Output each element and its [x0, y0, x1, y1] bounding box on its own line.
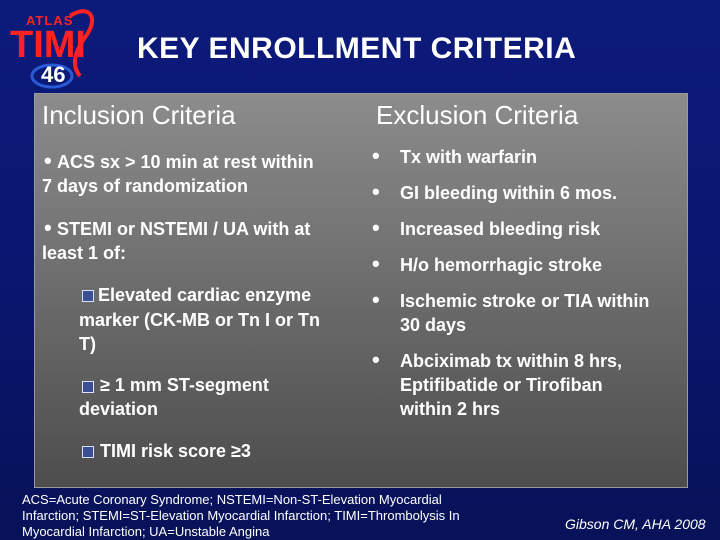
footnote-line-3: Myocardial Infarction; UA=Unstable Angina: [22, 524, 270, 539]
inclusion-sub-2-line-1: ≥ 1 mm ST-segment: [100, 375, 269, 395]
checkbox-square-icon: [82, 290, 94, 302]
inclusion-item-2-line-2: least 1 of:: [42, 243, 127, 263]
checkbox-square-icon: [82, 381, 94, 393]
exclusion-bullet-1: •: [372, 143, 380, 168]
logo-atlas-text: ATLAS: [26, 13, 74, 28]
exclusion-bullet-2: •: [372, 179, 380, 204]
inclusion-item-1-line-1: ACS sx > 10 min at rest within: [57, 152, 314, 172]
exclusion-item-3: Increased bleeding risk: [400, 219, 601, 239]
inclusion-item-1-line-2: 7 days of randomization: [42, 176, 249, 196]
exclusion-item-1: Tx with warfarin: [400, 147, 538, 167]
inclusion-heading: Inclusion Criteria: [42, 100, 236, 130]
exclusion-bullet-3: •: [372, 215, 380, 240]
abbreviations-footnote: [22, 492, 512, 540]
exclusion-item-6-line-2: Eptifibatide or Tirofiban: [400, 375, 603, 395]
exclusion-item-6-line-1: Abciximab tx within 8 hrs,: [400, 351, 623, 371]
exclusion-heading: Exclusion Criteria: [376, 100, 579, 130]
citation: Gibson CM, AHA 2008: [565, 516, 706, 532]
inclusion-item-2-line-1: STEMI or NSTEMI / UA with at: [57, 219, 311, 239]
exclusion-item-4: H/o hemorrhagic stroke: [400, 255, 603, 275]
inclusion-sub-1-line-1: Elevated cardiac enzyme: [98, 285, 312, 305]
exclusion-bullet-4: •: [372, 251, 380, 276]
exclusion-bullet-6: •: [372, 347, 380, 372]
exclusion-bullet-5: •: [372, 287, 380, 312]
inclusion-bullet-2: •: [44, 215, 52, 240]
footnote-line-2: Infarction; STEMI=ST-Elevation Myocardial Infarction; TIMI=Thrombolysis In: [22, 508, 460, 523]
checkbox-square-icon: [82, 446, 94, 458]
timi-atlas-logo: [10, 6, 102, 90]
inclusion-sub-2-line-2: deviation: [79, 399, 159, 419]
exclusion-item-5-line-1: Ischemic stroke or TIA within: [400, 291, 650, 311]
footnote-line-1: ACS=Acute Coronary Syndrome; NSTEMI=Non-ST-Elevation Myocardial: [22, 492, 442, 507]
exclusion-item-2: GI bleeding within 6 mos.: [400, 183, 618, 203]
exclusion-item-5-line-2: 30 days: [400, 315, 467, 335]
inclusion-bullet-1: •: [44, 148, 52, 173]
inclusion-sub-1-line-2: marker (CK-MB or Tn I or Tn: [79, 310, 321, 330]
logo-timi-text: TIMI: [10, 24, 86, 66]
inclusion-sub-1-line-3: T): [79, 334, 96, 354]
inclusion-sub-3: TIMI risk score ≥3: [100, 441, 251, 461]
logo-number: 46: [41, 62, 66, 87]
slide-title: KEY ENROLLMENT CRITERIA: [137, 32, 577, 65]
exclusion-item-6-line-3: within 2 hrs: [400, 399, 501, 419]
